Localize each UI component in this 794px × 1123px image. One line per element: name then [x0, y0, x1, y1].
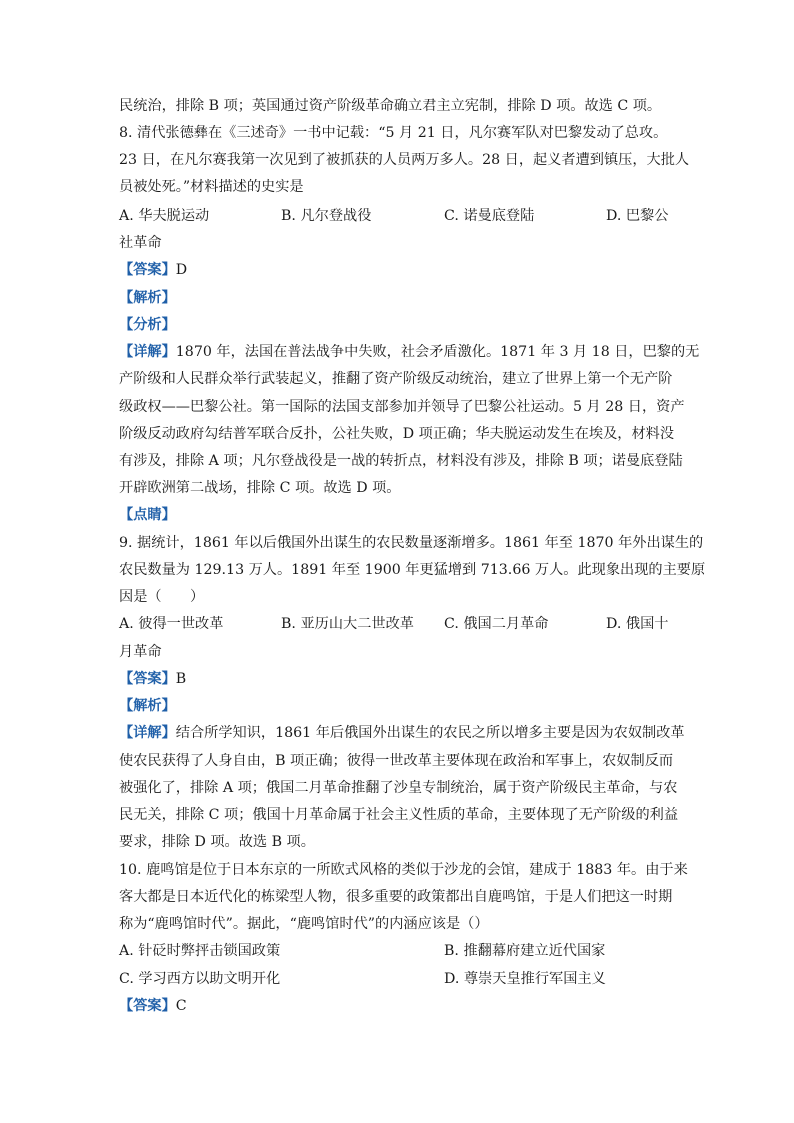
- question-8-stem: 23 日，在凡尔赛我第一次见到了被抓获的人员两万多人。28 日，起义者遭到镇压，大批人: [119, 152, 690, 168]
- detail-tag: 【详解】: [119, 725, 176, 741]
- question-8-detail: 有涉及，排除 A 项；凡尔登战役是一战的转折点，材料没有涉及，排除 B 项；诺曼底登陆: [119, 453, 683, 469]
- question-9-option-a: A. 彼得一世改革: [119, 616, 224, 632]
- answer-value: C: [175, 998, 187, 1014]
- question-10-option-a: A. 针砭时弊抨击锁国政策: [119, 943, 281, 959]
- question-8-stem: 员被处死。”材料描述的史实是: [119, 179, 304, 195]
- detail-tag: 【详解】: [119, 344, 176, 360]
- question-8-stem: 8. 清代张德彝在《三述奇》一书中记载：“5 月 21 日，凡尔赛军队对巴黎发动了总攻。: [119, 125, 668, 141]
- question-10-option-c: C. 学习西方以助文明开化: [119, 971, 281, 987]
- question-8-option-d: D. 巴黎公: [606, 208, 669, 224]
- question-9-stem: 因是（ ）: [119, 589, 205, 605]
- answer-tag: 【答案】: [119, 262, 176, 278]
- text-line: 民统治，排除 B 项；英国通过资产阶级革命确立君主立宪制，排除 D 项。故选 C 项。: [119, 98, 662, 114]
- question-8-option-a: A. 华夫脱运动: [119, 208, 210, 224]
- question-8-detail: [119, 341, 699, 361]
- question-10-option-b: B. 推翻幕府建立近代国家: [444, 943, 606, 959]
- detail-text: 结合所学知识，1861 年后俄国外出谋生的农民之所以增多主要是因为农奴制改革: [175, 725, 685, 741]
- question-9-option-c: C. 俄国二月革命: [444, 616, 549, 632]
- question-9-detail: [119, 722, 685, 742]
- question-9-answer: [119, 668, 186, 688]
- answer-value: B: [175, 671, 187, 687]
- answer-tag: 【答案】: [119, 671, 176, 687]
- question-8-answer: [119, 259, 187, 279]
- analysis-tag: 【解析】: [119, 698, 176, 714]
- question-9-option-b: B. 亚历山大二世改革: [281, 616, 414, 632]
- question-8-option-c: C. 诺曼底登陆: [444, 208, 535, 224]
- answer-tag: 【答案】: [119, 998, 176, 1014]
- dianjing-tag: 【点睛】: [119, 507, 176, 523]
- analysis-tag: 【解析】: [119, 290, 176, 306]
- question-8-detail: 产阶级和人民群众举行武装起义，推翻了资产阶级反动统治，建立了世界上第一个无产阶: [119, 371, 673, 387]
- question-10-answer: [119, 995, 187, 1015]
- question-9-detail: 使农民获得了人身自由，B 项正确；彼得一世改革主要体现在政治和军事上，农奴制反而: [119, 753, 674, 769]
- question-9-detail: 要求，排除 D 项。故选 B 项。: [119, 834, 315, 850]
- detail-text: 1870 年，法国在普法战争中失败，社会矛盾激化。1871 年 3 月 18 日，巴黎的无: [175, 344, 700, 360]
- question-10-stem: 10. 鹿鸣馆是位于日本东京的一所欧式风格的类似于沙龙的会馆，建成于 1883 年。由于来: [119, 862, 688, 878]
- question-10-stem: 客大都是日本近代化的栋梁型人物，很多重要的政策都出自鹿鸣馆，于是人们把这一时期: [119, 889, 673, 905]
- question-10-stem: 称为“鹿鸣馆时代”。据此，“鹿鸣馆时代”的内涵应该是（）: [119, 916, 489, 932]
- question-8-detail: 阶级反动政府勾结普军联合反扑，公社失败，D 项正确；华夫脱运动发生在埃及，材料没: [119, 426, 675, 442]
- question-8-option-b: B. 凡尔登战役: [281, 208, 372, 224]
- fenxi-tag: 【分析】: [119, 317, 176, 333]
- question-9-detail: 被强化了，排除 A 项；俄国二月革命推翻了沙皇专制统治，属于资产阶级民主革命，与农: [119, 780, 678, 796]
- question-9-detail: 民无关，排除 C 项；俄国十月革命属于社会主义性质的革命，主要体现了无产阶级的利益: [119, 807, 679, 823]
- question-9-option-d: D. 俄国十: [606, 616, 669, 632]
- question-9-stem: 9. 据统计，1861 年以后俄国外出谋生的农民数量逐渐增多。1861 年至 1870 年外出谋生的: [119, 535, 704, 551]
- question-9-option-continuation: 月革命: [119, 644, 162, 660]
- question-9-stem: 农民数量为 129.13 万人。1891 年至 1900 年更猛增到 713.66 万人。此现象出现的主要原: [119, 562, 706, 578]
- question-10-option-d: D. 尊崇天皇推行军国主义: [444, 971, 606, 987]
- question-8-detail: 级政权——巴黎公社。第一国际的法国支部参加并领导了巴黎公社运动。5 月 28 日，资产: [119, 399, 685, 415]
- answer-value: D: [175, 262, 188, 278]
- question-8-detail: 开辟欧洲第二战场，排除 C 项。故选 D 项。: [119, 480, 401, 496]
- question-8-option-continuation: 社革命: [119, 235, 162, 251]
